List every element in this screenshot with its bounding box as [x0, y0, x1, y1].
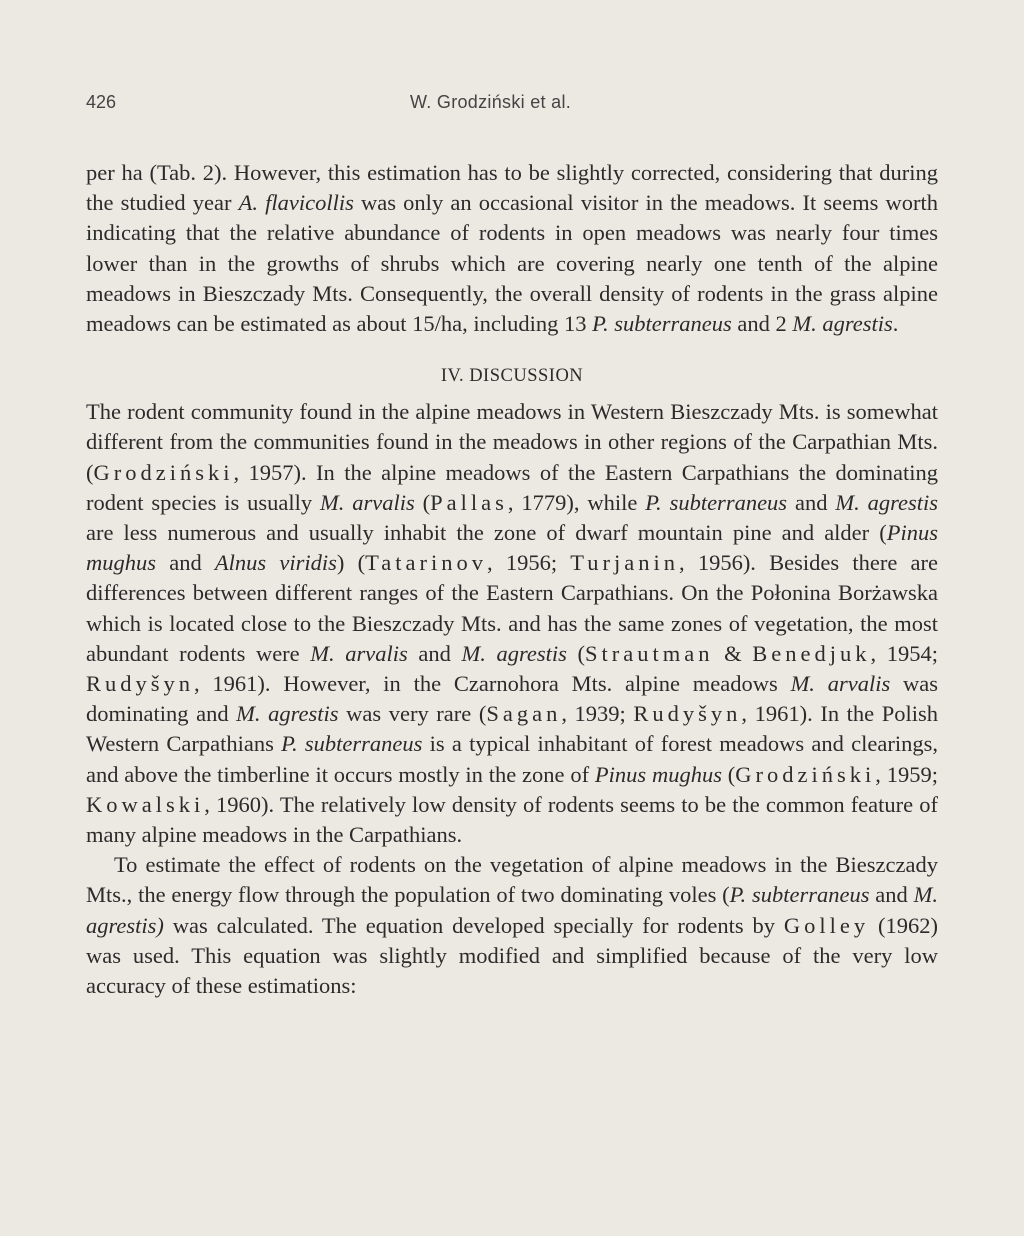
text-run: , 1957). In the alpine meadows of the Eastern Carpathians the dominating rodent species is usually	[86, 459, 938, 515]
text-run: , 1961). However, in the Czarnohora Mts. alpine meadows	[194, 671, 791, 697]
text-run: ) (	[336, 550, 366, 576]
text-run: , 1954;	[870, 640, 938, 666]
author-name: Rudyšyn	[633, 701, 742, 727]
species-name: M. agrestis	[461, 640, 567, 666]
author-name: Turjanin	[570, 550, 679, 576]
species-name: Pinus mughus	[594, 761, 722, 787]
author-name: Pallas	[430, 489, 508, 515]
species-name: A. flavicollis	[238, 190, 354, 216]
author-name: Tatarinov	[365, 550, 487, 576]
text-run: , 1956;	[487, 550, 571, 576]
text-run: was only an occasional visitor in the meadows. It seems worth indicating that the relative abundance of rodents in open meadows was nearly four times lower than in the growths of shrubs which are covering nearly one tenth of the alpine meadows in Bieszczady Mts. Consequently, the overall density of rodents in the grass alpine meadows can be estimated as about 15/ha, including 13	[86, 190, 939, 337]
text-run: The rodent community found in the alpine meadows in Western Bieszczady Mts. is somewhat different from the communities found in the meadows in other regions of the Carpathian Mts. (	[86, 399, 938, 485]
text-run: (	[721, 761, 736, 787]
species-name: M. arvalis	[790, 671, 891, 697]
species-name: Pinus mughus	[86, 520, 938, 576]
text-run: , 1779), while	[507, 489, 646, 515]
species-name: M. agrestis	[792, 311, 893, 337]
text-run: &	[713, 640, 753, 666]
text-run: (	[414, 489, 431, 515]
page-number: 426	[86, 92, 117, 112]
species-name: P. subterraneus	[281, 731, 423, 757]
species-name: P. subterraneus	[729, 882, 870, 908]
text-run: , 1939;	[561, 701, 634, 727]
author-name: Benedjuk	[752, 640, 871, 666]
text-run: are less numerous and usually inhabit the zone of dwarf mountain pine and alder (	[86, 520, 887, 546]
author-name: Rudyšyn	[86, 671, 195, 697]
text-run: was calculated. The equation developed specially for rodents by	[163, 912, 784, 938]
text-run: , 1961). In the Polish Western Carpathians	[86, 701, 939, 757]
species-name: M. agrestis	[835, 489, 938, 515]
paragraph-3	[86, 850, 938, 1001]
text-run: and 2	[731, 311, 793, 337]
text-run: .	[892, 311, 899, 337]
text-run: To estimate the effect of rodents on the vegetation of alpine meadows in the Bieszczady Mts., the energy flow through the population of two dominating voles (	[86, 852, 938, 908]
section-heading: IV. DISCUSSION	[440, 366, 584, 387]
paragraph-2	[86, 397, 938, 850]
text-run: (	[566, 640, 585, 666]
text-run: was dominating and	[86, 671, 938, 727]
text-run: and	[156, 550, 215, 576]
paragraph-1	[86, 158, 938, 339]
text-run: , 1960). The relatively low density of rodents seems to be the common feature of many alpine meadows in the Carpathians.	[86, 791, 938, 848]
running-title: W. Grodziński et al.	[410, 92, 572, 112]
author-name: Sagan	[486, 701, 562, 727]
text-run: and	[869, 882, 914, 908]
text-run: per ha (Tab. 2). However, this estimation has to be slightly corrected, considering that during the studied year	[86, 160, 938, 216]
species-name: M. agrestis	[236, 701, 339, 727]
species-name: P. subterraneus	[645, 489, 788, 515]
text-run: and	[787, 489, 836, 515]
text-run: (1962) was used. This equation was slightly modified and simplified because of the very low accuracy of these estimations:	[86, 912, 938, 999]
species-name: M. arvalis	[319, 489, 415, 515]
species-name: P. subterraneus	[592, 311, 732, 337]
author-name: Kowalski	[86, 791, 205, 817]
text-run: is a typical inhabitant of forest meadows and clearings, and above the timberline it occurs mostly in the zone of	[86, 731, 938, 787]
text-run: , 1956). Besides there are differences between different ranges of the Eastern Carpathians. On the Połonina Borżawska which is located close to the Bieszczady Mts. and has the same zones of vegetation, the most abundant rodents were	[86, 550, 938, 666]
author-name: Golley	[783, 912, 870, 938]
species-name: Alnus viridis	[214, 550, 337, 576]
text-run: , 1959;	[875, 761, 938, 787]
text-run: was very rare (	[338, 701, 487, 727]
author-name: Grodziński	[735, 761, 876, 787]
author-name: Strautman	[585, 640, 714, 666]
body-text	[86, 158, 938, 1001]
author-name: Grodziński	[93, 459, 234, 485]
species-name: M. agrestis)	[86, 882, 938, 938]
species-name: M. arvalis	[310, 640, 408, 666]
text-run: and	[407, 640, 462, 666]
